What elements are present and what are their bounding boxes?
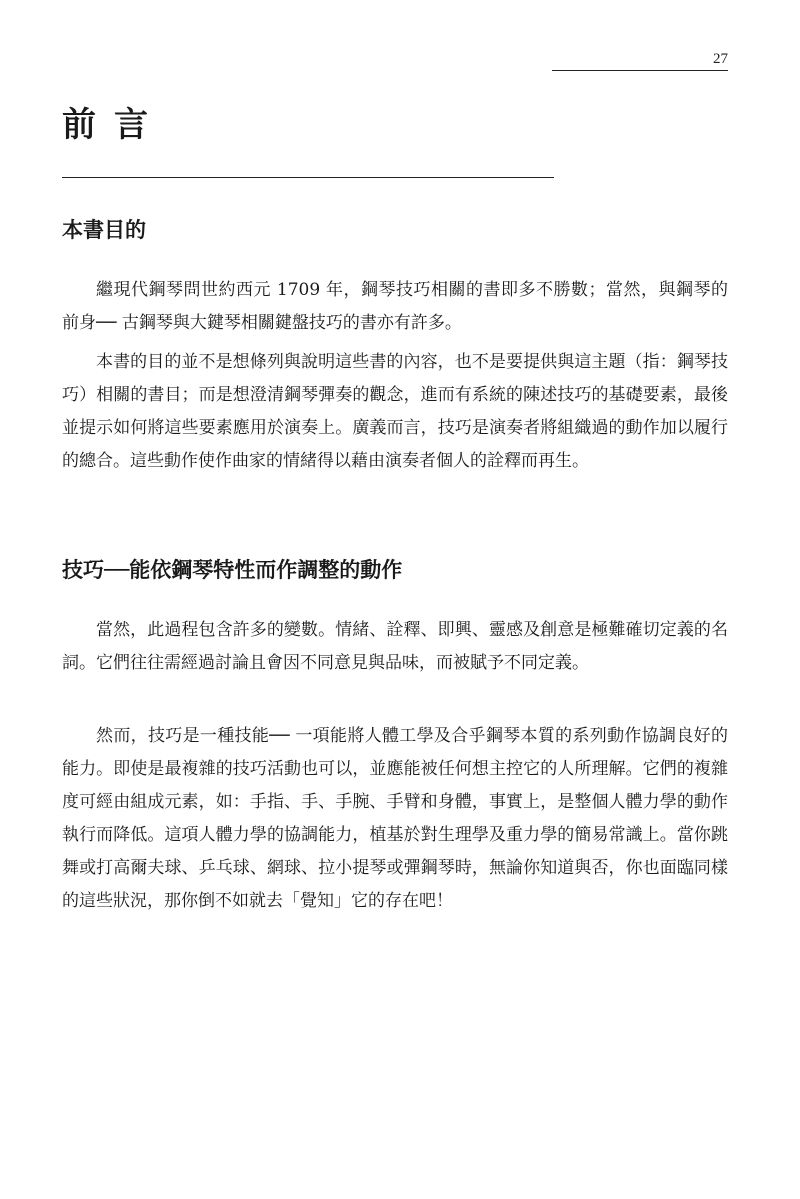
paragraph: 本書的目的並不是想條列與說明這些書的內容，也不是要提供與這主題（指：鋼琴技巧）相關的書目；而是想澄清鋼琴彈奏的觀念，進而有系統的陳述技巧的基礎要素，最後並提示如何將這些要素應用於演奏上。廣義而言，技巧是演奏者將組織過的動作加以履行的總合。這些動作使作曲家的情緒得以藉由演奏者個人的詮釋而再生。 [62, 352, 728, 471]
paragraph: 然而，技巧是一種技能── 一項能將人體工學及合乎鋼琴本質的系列動作協調良好的能力。即使是最複雜的技巧活動也可以，並應能被任何想主控它的人所理解。它們的複雜度可經由組成元素，如：手指、手、手腕、手臂和身體，事實上，是整個人體力學的動作執行而降低。這項人體力學的協調能力，植基於對生理學及重力學的簡易常識上。當你跳舞或打高爾夫球、乒乓球、網球、拉小提琴或彈鋼琴時，無論你知道與否，你也面臨同樣的這些狀況，那你倒不如就去「覺知」它的存在吧！ [62, 726, 728, 911]
page-number: 27 [713, 51, 728, 67]
header-rule [552, 70, 728, 71]
paragraph: 繼現代鋼琴問世約西元 1709 年，鋼琴技巧相關的書即多不勝數；當然，與鋼琴的前身── 古鋼琴與大鍵琴相關鍵盤技巧的書亦有許多。 [62, 280, 728, 333]
paragraph: 當然，此過程包含許多的變數。情緒、詮釋、即興、靈感及創意是極難確切定義的名詞。它們往往需經過討論且會因不同意見與品味，而被賦予不同定義。 [62, 620, 728, 673]
chapter-title-rule [62, 177, 554, 178]
section-heading-purpose: 本書目的 [62, 217, 146, 242]
section-heading-technique: 技巧──能依鋼琴特性而作調整的動作 [62, 557, 403, 582]
chapter-title: 前言 [62, 105, 166, 145]
